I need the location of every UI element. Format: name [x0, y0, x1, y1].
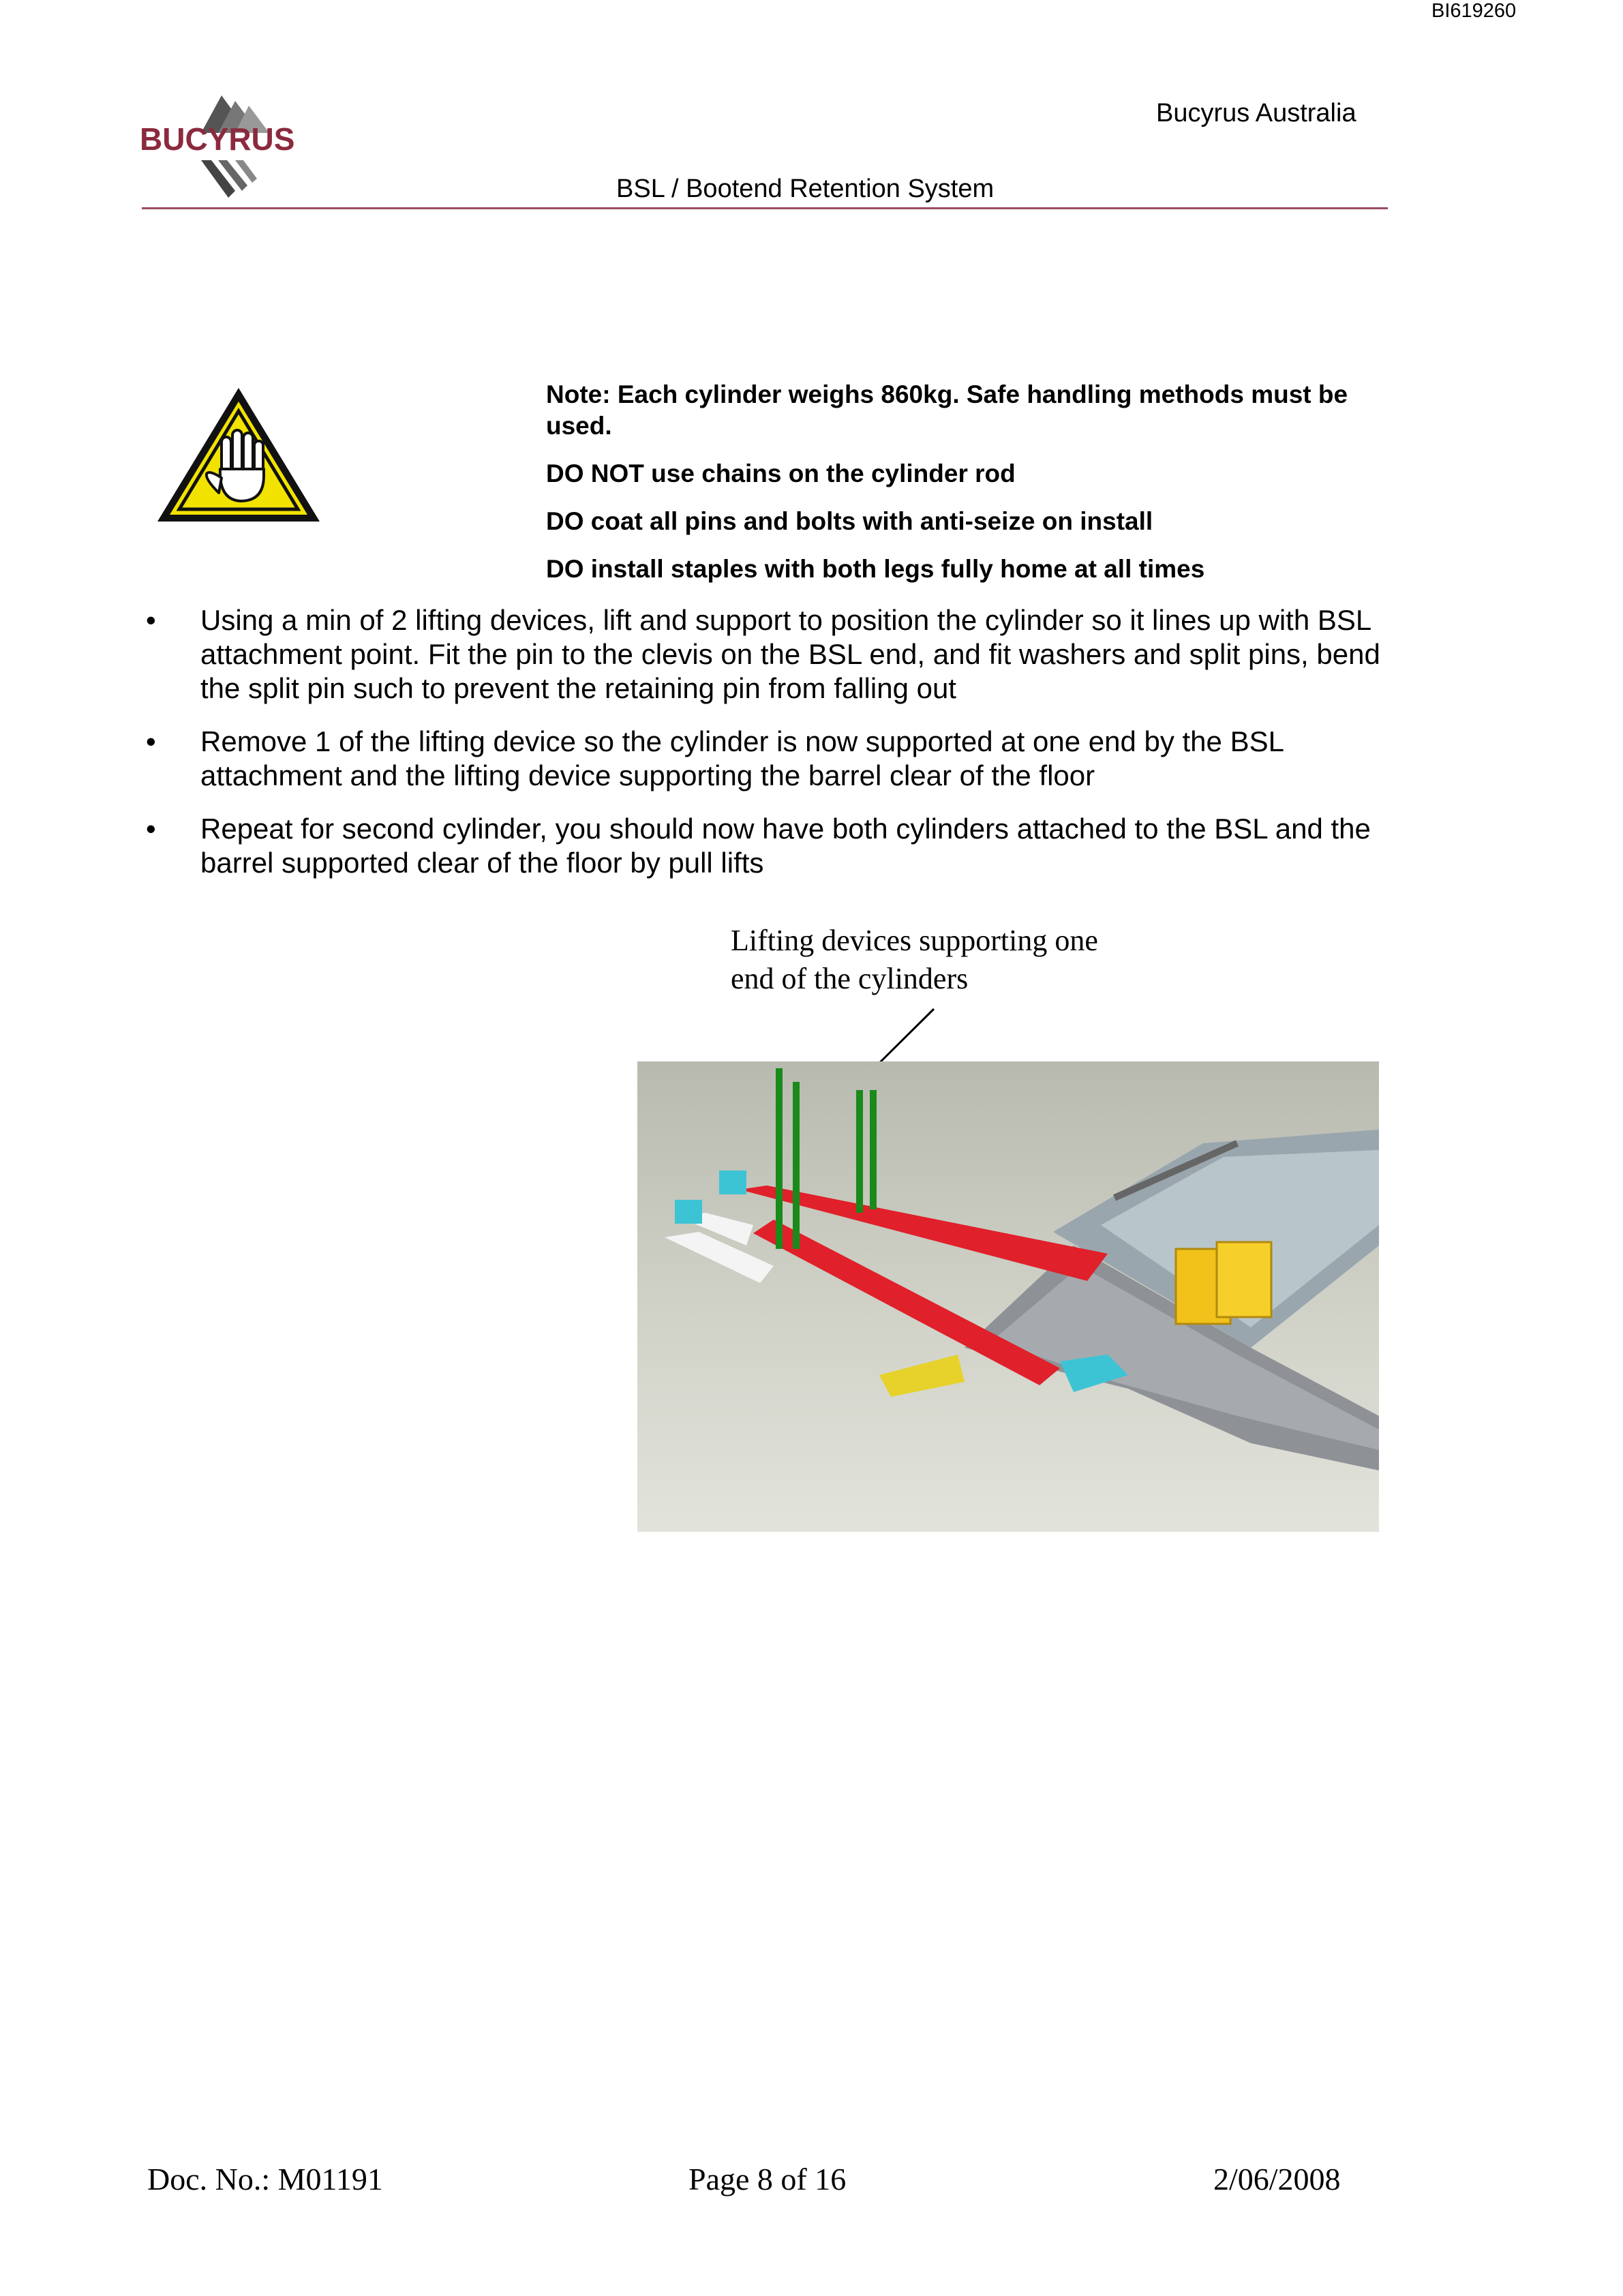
figure-caption: [731, 922, 1208, 998]
list-item: [142, 603, 1399, 706]
note-staples: DO install staples with both legs fully home at all times: [546, 555, 1205, 583]
note-chains: DO NOT use chains on the cylinder rod: [546, 459, 1016, 487]
doc-code: BI619260: [1431, 0, 1517, 22]
list-item: [142, 725, 1399, 793]
bucyrus-logo: [140, 95, 320, 201]
bullet-icon: •: [146, 813, 156, 845]
list-item-text: Repeat for second cylinder, you should now have both cylinders attached to the BSL and the barrel supported clear of the floor by pull lifts: [200, 813, 1371, 879]
header-rule: [142, 207, 1388, 209]
company-name: Bucyrus Australia: [1156, 99, 1356, 127]
list-item-text: Remove 1 of the lifting device so the cylinder is now supported at one end by the BSL attachment and the lifting device supporting the barrel clear of the floor: [200, 725, 1284, 791]
note-anti-seize: DO coat all pins and bolts with anti-seize on install: [546, 507, 1153, 535]
bullet-icon: •: [146, 604, 156, 636]
caption-line-2: end of the cylinders: [731, 962, 969, 995]
hand-warning-triangle-icon: [153, 384, 324, 527]
list-item-text: Using a min of 2 lifting devices, lift and support to position the cylinder so it lines up with BSL attachment point. Fit the pin to the clevis on the BSL end, and fit washers and split pins, bend the split pin such to prevent the retaining pin from falling out: [200, 604, 1380, 704]
caption-line-1: Lifting devices supporting one: [731, 924, 1098, 957]
list-item: [142, 812, 1399, 880]
cylinder-installation-figure: [637, 1061, 1379, 1532]
document-title: BSL / Bootend Retention System: [616, 175, 995, 203]
footer-doc-number: Doc. No.: M01191: [147, 2162, 383, 2196]
bullet-icon: •: [146, 725, 156, 757]
instruction-list: [142, 603, 1399, 899]
note-weight: Note: Each cylinder weighs 860kg. Safe handling methods must be used.: [546, 380, 1348, 440]
footer-date: 2/06/2008: [1213, 2162, 1341, 2196]
warning-notes: [546, 379, 1391, 601]
logo-text: BUCYRUS: [140, 121, 295, 157]
footer-page-number: Page 8 of 16: [688, 2162, 847, 2196]
